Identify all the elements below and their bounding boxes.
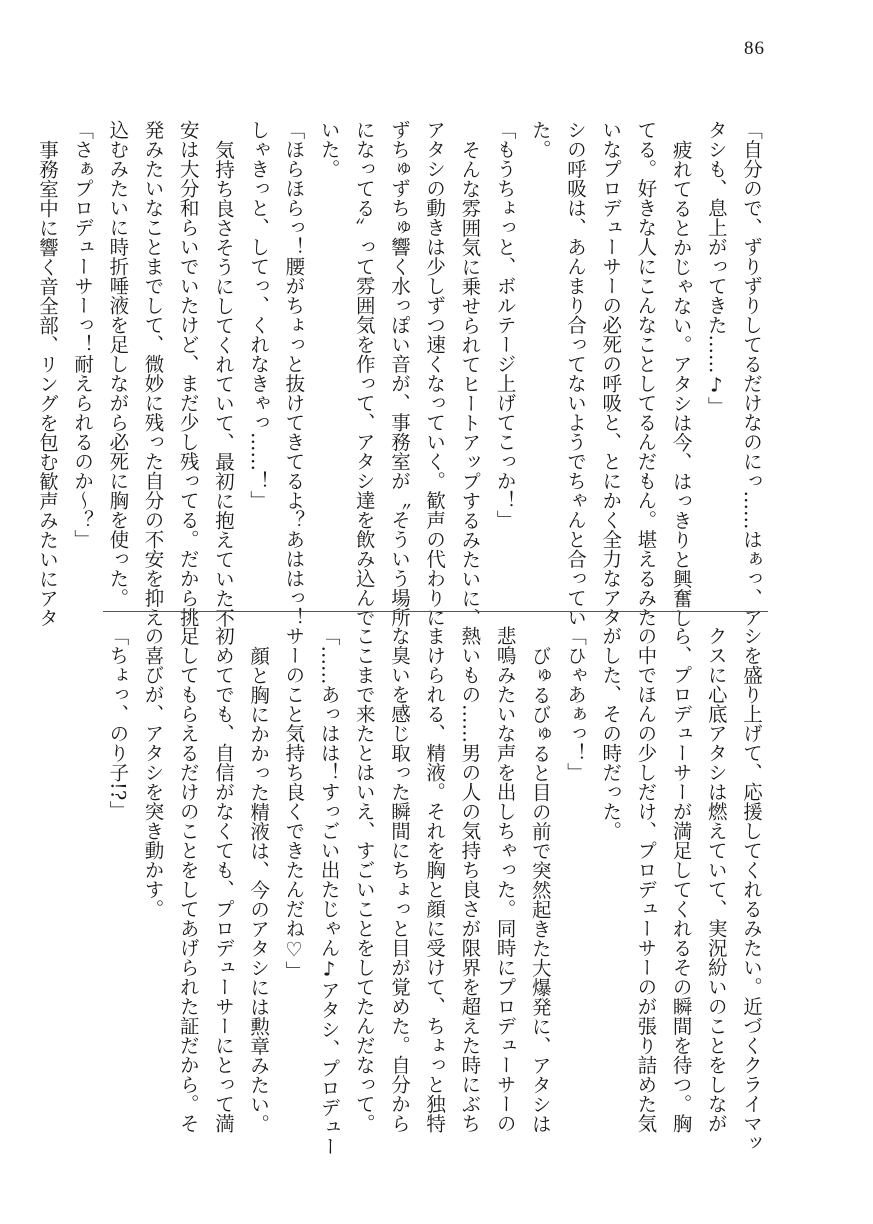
- text-line: な臭いを感じ取った瞬間にちょっと目が覚めた。自分から: [387, 626, 411, 1133]
- text-line: シの呼吸は、あんまり合ってないようでちゃんと合ってい: [563, 120, 587, 627]
- text-line: 顔と胸にかかった精液は、今のアタシには勲章みたい。: [247, 645, 271, 1133]
- text-line: 「もうちょっと、ボルテージ上げてこっか！」: [493, 120, 517, 530]
- text-line: 発みたいなことまでして、微妙に残った自分の不安を抑え: [141, 120, 165, 627]
- top-text-block: [35, 120, 769, 627]
- bottom-text-block: [104, 626, 769, 1156]
- page-number: 86: [744, 38, 765, 59]
- text-line: ら、プロデューサーが満足してくれるその瞬間を待つ。胸: [669, 626, 693, 1133]
- text-line: の中でほんの少しだけ、プロデューサーのが張り詰めた気: [634, 626, 658, 1133]
- section-divider: [103, 611, 768, 612]
- text-line: アタシの動きは少しずつ速くなっていく。歓声の代わりに: [423, 120, 447, 627]
- text-line: まけられる、精液。それを胸と顔に受けて、ちょっと独特: [423, 626, 447, 1133]
- text-line: 「ちょっ、のり子!?」: [106, 626, 130, 820]
- text-line: がした、その時だった。: [599, 626, 623, 841]
- text-line: しゃきっと、してっ、くれなきゃっ……！」: [247, 120, 271, 510]
- text-line: 「ほらほらっ！腰がちょっと抜けてきてるよ？あははっ！: [282, 120, 306, 627]
- text-line: 気持ち良さそうにしてくれていて、最初に抱えていた不: [211, 139, 235, 627]
- text-line: 事務室中に響く音全部、リングを包む歓声みたいにアタ: [35, 139, 59, 627]
- text-line: タシも、息上がってきた……♪」: [704, 120, 728, 416]
- text-line: 疲れてるとかじゃない。アタシは今、はっきりと興奮し: [669, 139, 693, 627]
- text-line: になってる〟って雰囲気を作って、アタシ達を飲み込んで: [352, 120, 376, 627]
- text-line: シを盛り上げて、応援してくれるみたい。近づくクライマッ: [740, 626, 763, 1153]
- text-line: そんな雰囲気に乗せられてヒートアップするみたいに、: [458, 139, 482, 627]
- text-line: ずちゅずちゅ響く水っぽい音が、事務室が〝そういう場所: [387, 120, 411, 627]
- text-line: サーのこと気持ち良くできたんだね♡」: [282, 626, 306, 981]
- text-line: 初めてでも、自信がなくても、プロデューサーにとって満: [211, 626, 235, 1133]
- text-line: 安は大分和らいでいたけど、まだ少し残ってる。だから挑: [176, 120, 200, 627]
- text-line: ここまで来たとはいえ、すごいことをしてたんだなって。: [352, 626, 376, 1133]
- text-line: いなプロデューサーの必死の呼吸と、とにかく全力なアタ: [599, 120, 623, 627]
- text-line: びゅるびゅると目の前で突然起きた大爆発に、アタシは: [528, 645, 552, 1133]
- text-line: クスに心底アタシは燃えていて、実況紛いのことをしなが: [704, 626, 728, 1133]
- text-line: 足してもらえるだけのことをしてあげられた証だから。そ: [176, 626, 200, 1133]
- text-line: 熱いもの……男の人の気持ち良さが限界を超えた時にぶち: [458, 626, 482, 1133]
- text-line: いた。: [317, 120, 341, 179]
- text-line: 込むみたいに時折唾液を足しながら必死に胸を使った。: [106, 120, 130, 608]
- text-line: 悲鳴みたいな声を出しちゃった。同時にプロデューサーの: [493, 626, 517, 1133]
- text-line: 「さぁプロデューサーっ！耐えられるのか～？」: [71, 120, 95, 549]
- text-line: 「自分ので、ずりずりしてるだけなのにっ……はぁっ、ア: [740, 120, 763, 627]
- text-line: 「……あっはは！すっごい出たじゃん♪アタシ、プロデュー: [317, 626, 341, 1156]
- text-line: てる。好きな人にこんなことしてるんだもん。堪えるみた: [634, 120, 658, 627]
- text-line: の喜びが、アタシを突き動かす。: [141, 626, 165, 919]
- text-line: 「ひゃあぁっ！」: [563, 626, 587, 782]
- text-line: た。: [528, 120, 552, 159]
